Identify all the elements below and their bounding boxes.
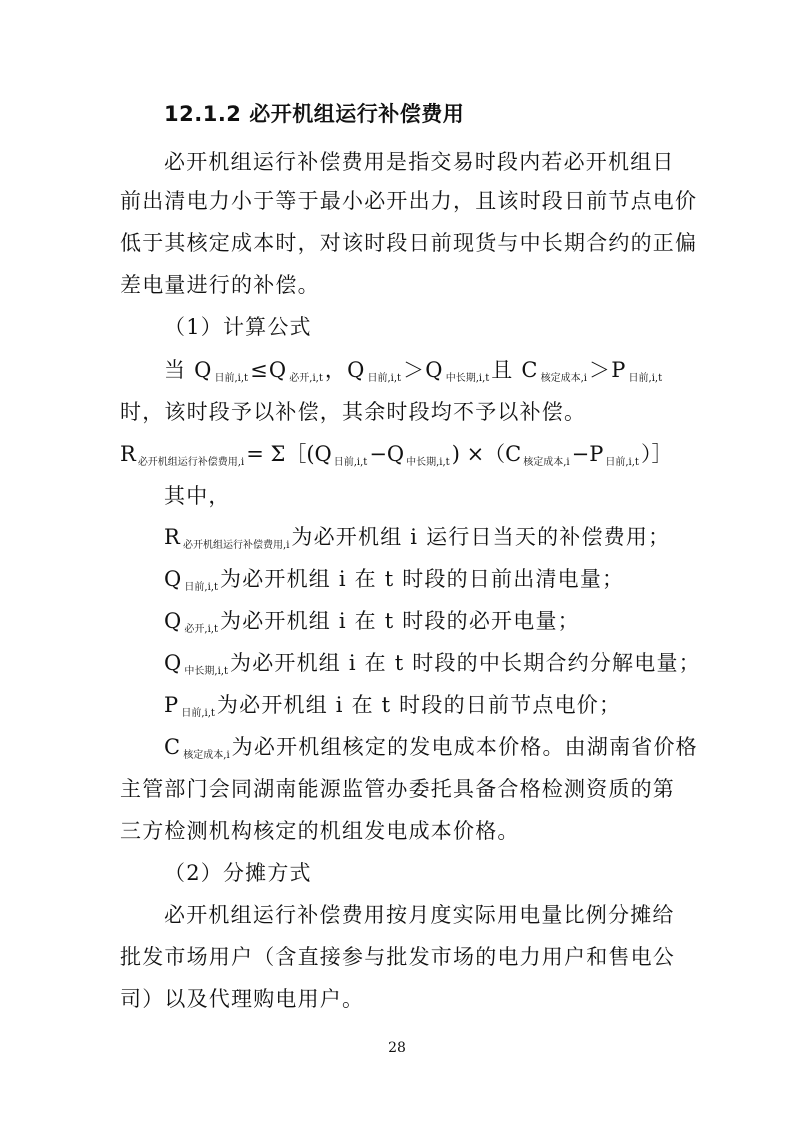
paragraph-line: 低于其核定成本时，对该时段日前现货与中长期合约的正偏 xyxy=(120,231,698,255)
paragraph-line: 司）以及代理购电用户。 xyxy=(120,987,365,1011)
def-text: 为必开机组核定的发电成本价格。由湖南省价格 xyxy=(231,735,698,759)
cond-sub: 必开,i,t xyxy=(289,373,323,384)
paragraph-line: 其中， xyxy=(164,484,231,508)
paragraph-line: 批发市场用户（含直接参与批发市场的电力用户和售电公 xyxy=(120,945,675,969)
formula-text: ) ×（C xyxy=(451,442,522,466)
page-number: 28 xyxy=(388,1040,406,1056)
definition-line xyxy=(164,605,724,635)
def-sub: 中长期,i,t xyxy=(184,666,228,677)
paragraph-line: 必开机组运行补偿费用按月度实际用电量比例分摊给 xyxy=(164,903,675,927)
cond-sub: 日前,i,t xyxy=(214,373,249,384)
def-text: 为必开机组 i 在 t 时段的中长期合约分解电量； xyxy=(230,651,701,675)
definition-line xyxy=(164,563,724,593)
paragraph-line: 时，该时段予以补偿，其余时段均不予以补偿。 xyxy=(120,400,587,424)
def-text: 为必开机组 i 在 t 时段的日前出清电量； xyxy=(220,567,625,591)
condition-line xyxy=(164,354,724,384)
formula-sub: 中长期,i,t xyxy=(406,457,450,468)
formula-sub: 核定成本,i xyxy=(523,457,570,468)
formula-text: −P xyxy=(571,442,604,466)
formula-sub: 必开机组运行补偿费用,i xyxy=(137,457,245,468)
section-heading: 12.1.2 必开机组运行补偿费用 xyxy=(164,102,465,126)
def-var: Q xyxy=(164,651,183,675)
cond-sub: 核定成本,i xyxy=(540,373,588,384)
def-var: C xyxy=(164,735,182,759)
def-var: R xyxy=(164,525,182,549)
subsection-title: （1）计算公式 xyxy=(164,315,312,339)
formula-text: = Σ［(Q xyxy=(246,442,332,466)
cond-text: ＞Q xyxy=(403,358,444,382)
subsection-title: （2）分摊方式 xyxy=(164,861,312,885)
def-sub: 核定成本,i xyxy=(183,750,230,761)
def-sub: 必开,i,t xyxy=(184,624,218,635)
def-var: P xyxy=(164,693,180,717)
formula-sub: 日前,i,t xyxy=(333,457,368,468)
cond-sub: 日前,i,t xyxy=(628,373,663,384)
definition-line xyxy=(164,689,724,719)
paragraph-line: 差电量进行的补偿。 xyxy=(120,273,320,297)
paragraph-line: 主管部门会同湖南能源监管办委托具备合格检测资质的第 xyxy=(120,777,675,801)
definition-line xyxy=(164,731,724,761)
definition-line xyxy=(164,647,724,677)
cond-sub: 中长期,i,t xyxy=(445,373,490,384)
formula-sub: 日前,i,t xyxy=(605,457,639,468)
cond-text: ，Q xyxy=(324,358,366,382)
cond-sub: 日前,i,t xyxy=(367,373,402,384)
formula-text: ）］ xyxy=(640,442,673,466)
def-sub: 日前,i,t xyxy=(184,582,218,593)
paragraph-line: 三方检测机构核定的机组发电成本价格。 xyxy=(120,819,520,843)
cond-text: ≤Q xyxy=(250,358,288,382)
def-var: Q xyxy=(164,609,183,633)
def-text: 为必开机组 i 在 t 时段的必开电量； xyxy=(220,609,580,633)
formula-line xyxy=(120,438,680,468)
definition-line xyxy=(164,521,724,551)
cond-text: ＞P xyxy=(589,358,627,382)
def-text: 为必开机组 i 在 t 时段的日前节点电价； xyxy=(216,693,622,717)
def-var: Q xyxy=(164,567,183,591)
cond-text: 当 Q xyxy=(164,358,213,382)
def-sub: 必开机组运行补偿费用,i xyxy=(183,540,290,551)
def-sub: 日前,i,t xyxy=(181,708,215,719)
paragraph-line: 必开机组运行补偿费用是指交易时段内若必开机组日 xyxy=(164,150,675,174)
cond-text: 且 C xyxy=(491,358,539,382)
formula-text: −Q xyxy=(369,442,405,466)
formula-text: R xyxy=(120,442,136,466)
paragraph-line: 前出清电力小于等于最小必开出力，且该时段日前节点电价 xyxy=(120,189,698,213)
def-text: 为必开机组 i 运行日当天的补偿费用； xyxy=(291,525,671,549)
